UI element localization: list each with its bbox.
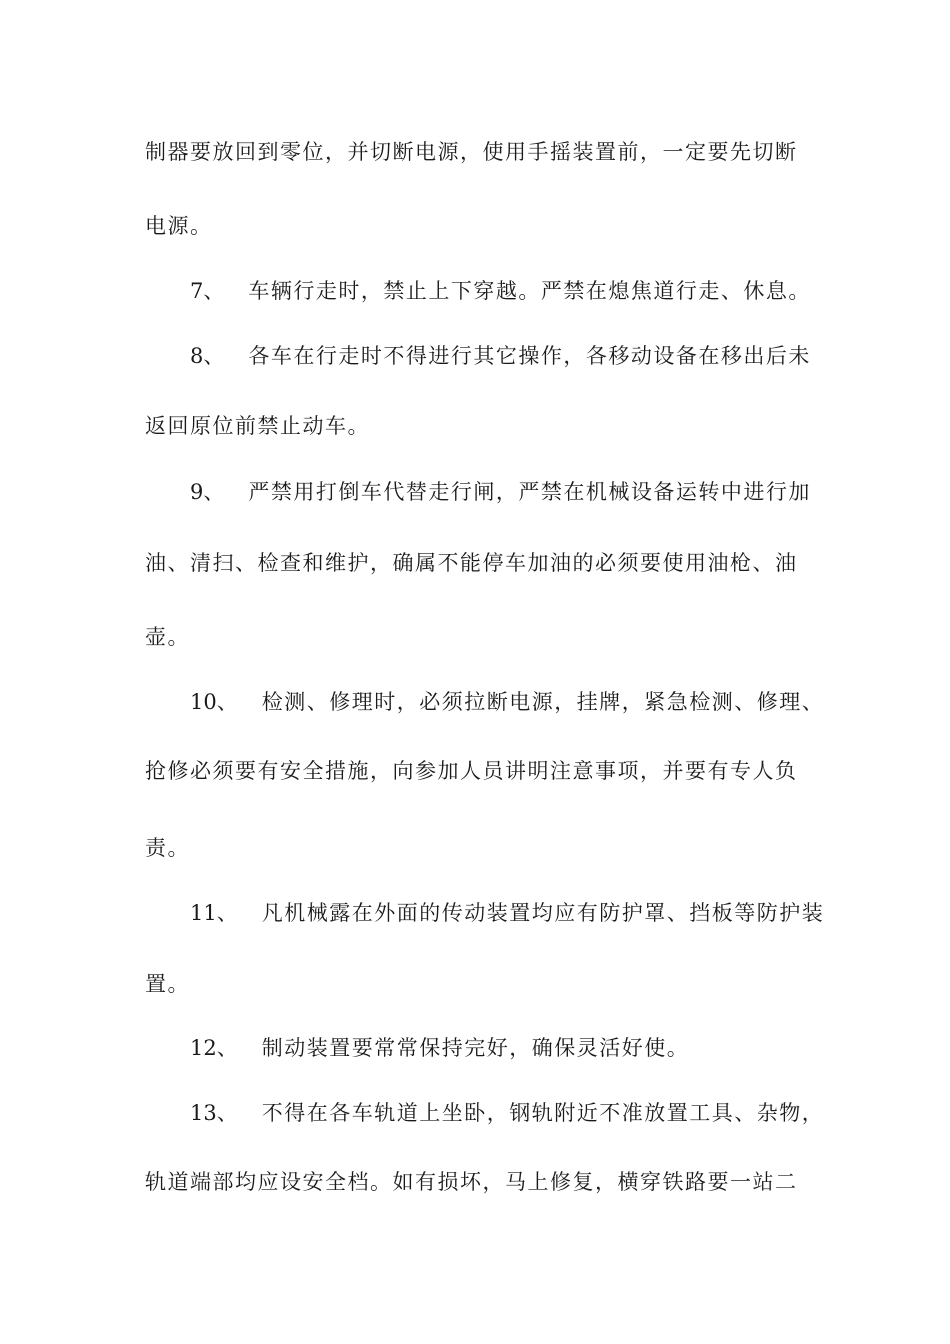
- line-text: 严禁用打倒车代替走行闸，严禁在机械设备运转中进行加: [248, 480, 811, 504]
- line-text: 油、清扫、检查和维护，确属不能停车加油的必须要使用油枪、油: [145, 551, 798, 575]
- list-item-8: [190, 342, 811, 370]
- text-line: [145, 834, 190, 862]
- line-text: 置。: [145, 972, 190, 996]
- list-item-13: [190, 1099, 824, 1127]
- line-text: 车辆行走时，禁止上下穿越。严禁在熄焦道行走、休息。: [248, 279, 811, 303]
- text-line: [145, 970, 190, 998]
- item-number: 9、: [190, 480, 225, 504]
- list-item-12: [190, 1034, 689, 1062]
- text-line: [145, 138, 798, 166]
- list-item-9: [190, 478, 811, 506]
- line-text: 不得在各车轨道上坐卧，钢轨附近不准放置工具、杂物，: [261, 1101, 825, 1125]
- text-line: [145, 212, 213, 240]
- line-text: 检测、修理时，必须拉断电源，挂牌，紧急检测、修理、: [261, 690, 825, 714]
- line-text: 壶。: [145, 625, 190, 649]
- item-number: 13、: [190, 1101, 238, 1125]
- item-number: 7、: [190, 279, 225, 303]
- list-item-11: [190, 899, 824, 927]
- text-line: [145, 757, 798, 785]
- item-number: 11、: [190, 901, 238, 925]
- list-item-7: [190, 277, 811, 305]
- text-line: [145, 623, 190, 651]
- line-text: 凡机械露在外面的传动装置均应有防护罩、挡板等防护装: [261, 901, 825, 925]
- line-text: 电源。: [145, 214, 213, 238]
- line-text: 各车在行走时不得进行其它操作，各移动设备在移出后未: [248, 344, 811, 368]
- line-text: 责。: [145, 836, 190, 860]
- line-text: 制动装置要常常保持完好，确保灵活好使。: [261, 1036, 690, 1060]
- item-number: 10、: [190, 690, 238, 714]
- list-item-10: [190, 688, 824, 716]
- line-text: 轨道端部均应设安全档。如有损坏，马上修复，横穿铁路要一站二: [145, 1170, 798, 1194]
- text-line: [145, 1168, 798, 1196]
- line-text: 返回原位前禁止动车。: [145, 414, 370, 438]
- item-number: 8、: [190, 344, 225, 368]
- line-text: 抢修必须要有安全措施，向参加人员讲明注意事项，并要有专人负: [145, 759, 798, 783]
- text-line: [145, 412, 370, 440]
- line-text: 制器要放回到零位，并切断电源，使用手摇装置前，一定要先切断: [145, 140, 798, 164]
- text-line: [145, 549, 798, 577]
- item-number: 12、: [190, 1036, 238, 1060]
